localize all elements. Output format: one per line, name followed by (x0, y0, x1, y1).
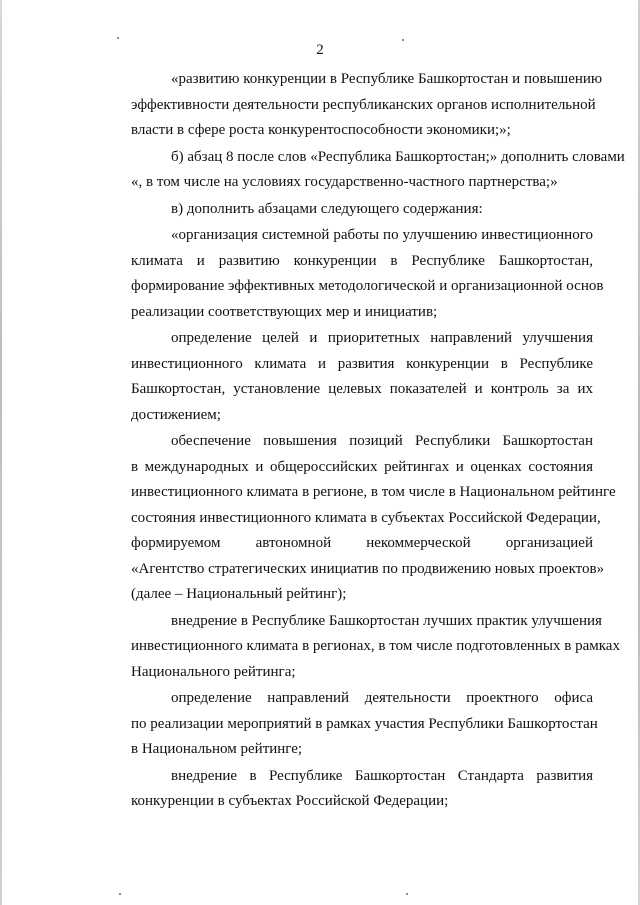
scan-speck (119, 893, 121, 895)
document-body (91, 67, 625, 815)
text-line: инвестиционного климата в регионе, в том числе в Национальном рейтинге (131, 484, 616, 500)
scan-edge-left (0, 0, 2, 905)
paragraph (91, 145, 625, 196)
text-line: в) дополнить абзацами следующего содержания: (171, 200, 483, 217)
text-line: внедрение в Республике Башкортостан Стандарта развития (171, 767, 593, 784)
text-line: в международных и общероссийских рейтингах и оценках состояния (131, 458, 593, 475)
page-number: 2 (316, 42, 324, 58)
text-line: определение целей и приоритетных направлений улучшения (171, 330, 593, 346)
paragraph (91, 67, 603, 144)
paragraph (91, 223, 604, 325)
paragraph (91, 429, 616, 608)
text-line: «развитию конкуренции в Республике Башкортостан и повышению (171, 71, 603, 87)
text-line: конкуренции в субъектах Российской Федерации; (131, 793, 449, 809)
text-line: достижением; (131, 406, 221, 423)
text-line: реализации соответствующих мер и инициатив; (131, 303, 438, 320)
paragraph (91, 609, 620, 686)
text-line: «организация системной работы по улучшению инвестиционного (171, 227, 593, 243)
scan-speck (406, 893, 408, 895)
text-line: определение направлений деятельности проектного офиса (171, 690, 593, 706)
scan-speck (402, 39, 404, 41)
text-line: «Агентство стратегических инициатив по продвижению новых проектов» (131, 560, 605, 577)
text-line: внедрение в Республике Башкортостан лучших практик улучшения (171, 612, 602, 629)
text-line: Национального рейтинга; (131, 663, 296, 680)
paragraph (91, 686, 598, 763)
paragraph (91, 197, 593, 223)
text-line: б) абзац 8 после слов «Республика Башкортостан;» дополнить словами (171, 148, 625, 165)
text-line: инвестиционного климата и развития конкуренции в Республике (131, 355, 593, 372)
text-line: формирование эффективных методологической и организационной основ (131, 278, 604, 294)
text-line: «, в том числе на условиях государственно-частного партнерства;» (131, 174, 558, 190)
text-line: формируемом автономной некоммерческой организацией (131, 535, 593, 551)
text-line: в Национальном рейтинге; (131, 741, 303, 757)
text-line: власти в сфере роста конкурентоспособности экономики;»; (131, 122, 511, 138)
text-line: инвестиционного климата в регионах, в том числе подготовленных в рамках (131, 638, 620, 654)
text-line: по реализации мероприятий в рамках участия Республики Башкортостан (131, 715, 598, 732)
paragraph (91, 326, 593, 428)
text-line: обеспечение повышения позиций Республики Башкортостан (171, 433, 593, 449)
text-line: (далее – Национальный рейтинг); (131, 586, 347, 602)
text-line: состояния инвестиционного климата в субъектах Российской Федерации, (131, 509, 601, 526)
scan-speck (117, 37, 119, 39)
text-line: Башкортостан, установление целевых показателей и контроль за их (131, 381, 593, 397)
text-line: климата и развитию конкуренции в Республике Башкортостан, (131, 252, 593, 269)
paragraph (91, 764, 593, 815)
text-line: эффективности деятельности республиканских органов исполнительной (131, 96, 596, 113)
